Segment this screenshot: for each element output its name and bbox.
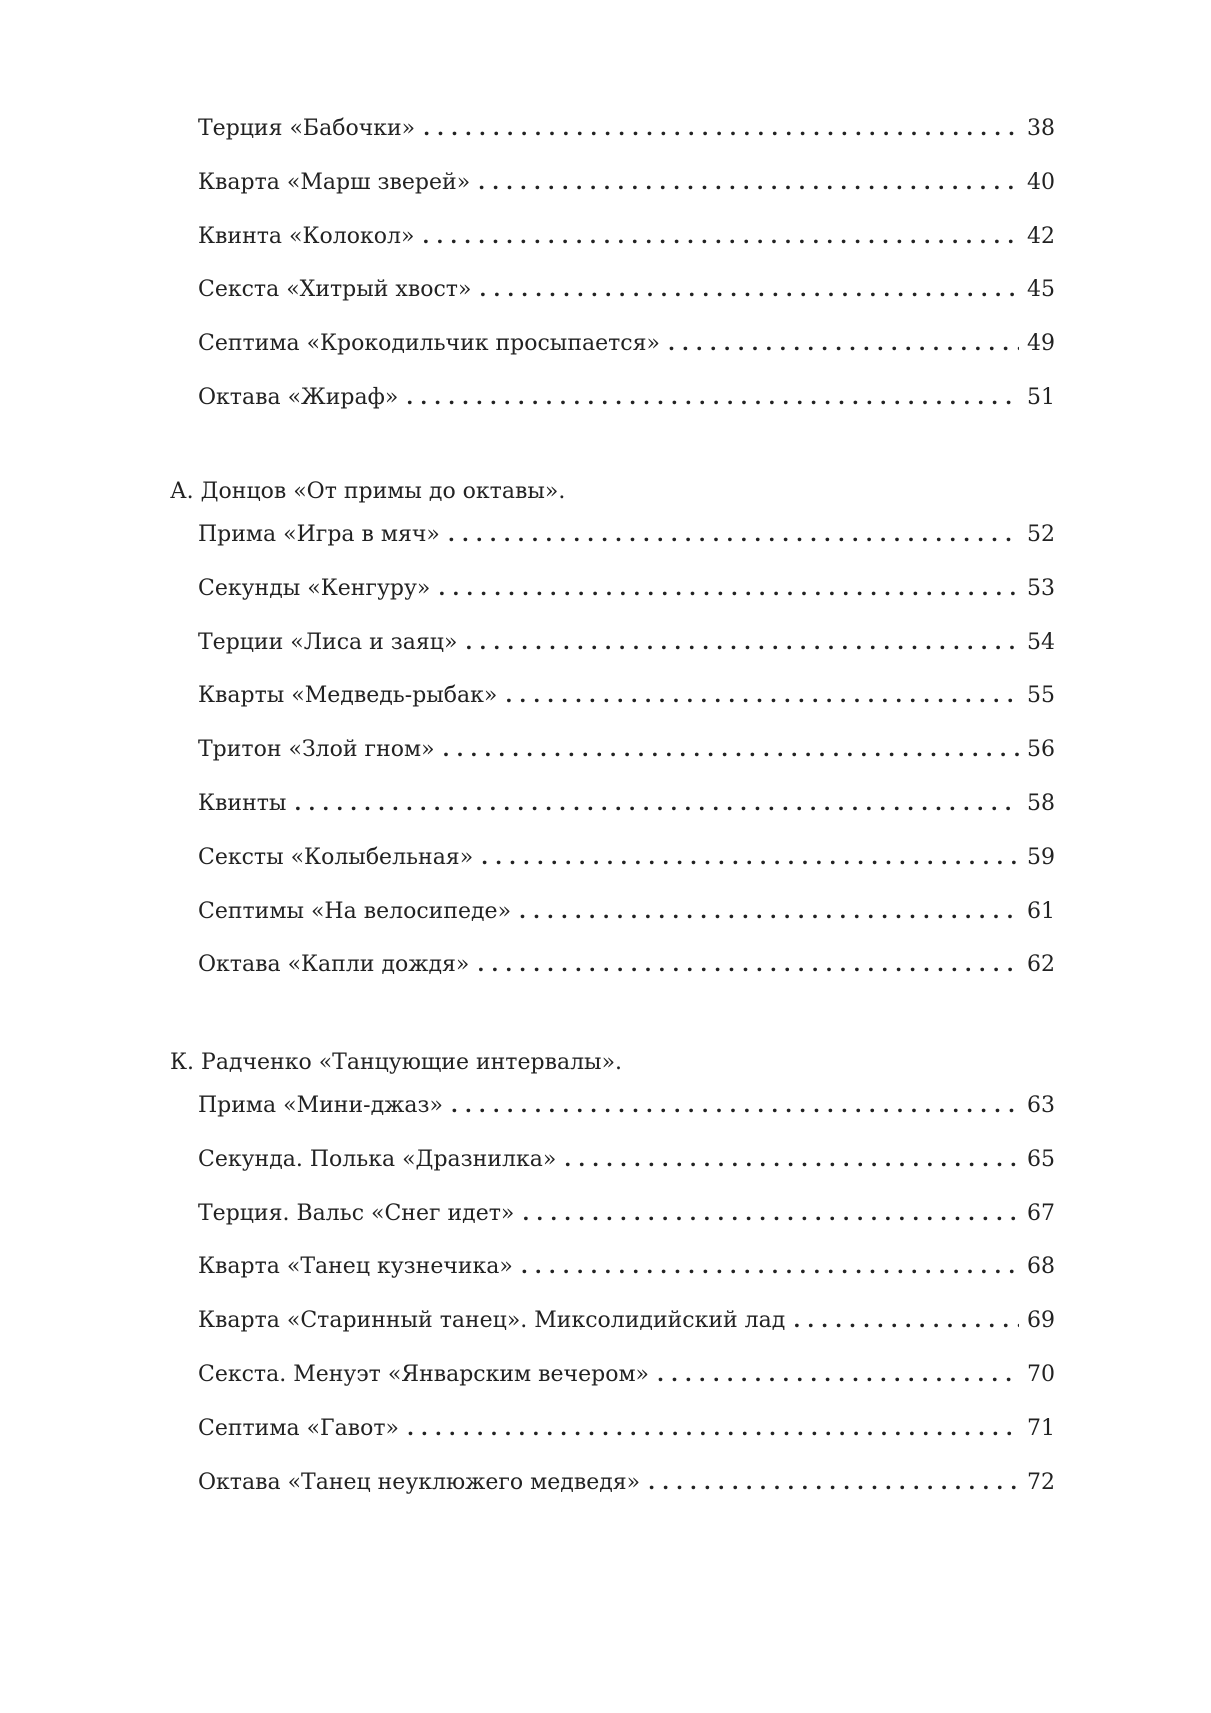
toc-entry [198,573,1055,627]
dot-leader [648,1467,1019,1497]
toc-entry-title: Кварты «Медведь-рыбак» [198,683,498,709]
dot-leader [564,1144,1019,1174]
toc-entry-title: Прима «Игра в мяч» [198,522,440,547]
toc-entry [198,328,1055,382]
toc-entry-title: Септимы «На велосипеде» [198,898,512,924]
toc-entry-title: Септима «Гавот» [198,1415,399,1441]
toc-entry [198,113,1055,167]
toc-entry [198,274,1055,328]
dot-leader [465,627,1019,657]
toc-entry-page: 54 [1027,629,1055,655]
section-heading: К. Радченко «Танцующие интервалы». [170,1050,623,1075]
toc-entry [198,1467,1055,1521]
dot-leader [478,167,1019,197]
toc-entry [198,1198,1055,1252]
toc-entry [198,167,1055,221]
toc-entry-list [198,1090,1055,1520]
toc-entry-title: Септима «Крокодильчик просыпается» [198,331,660,357]
toc-entry-page: 58 [1027,790,1055,816]
toc-entry-title: Прима «Мини-джаз» [198,1093,443,1118]
toc-entry [198,842,1055,896]
dot-leader [406,382,1019,412]
toc-entry-title: Секста «Хитрый хвост» [198,277,472,303]
toc-entry [198,1305,1055,1359]
toc-entry [198,627,1055,681]
dot-leader [294,788,1019,818]
toc-entry-page: 45 [1027,277,1055,303]
dot-leader [521,1251,1019,1281]
toc-entry-page: 49 [1027,331,1055,357]
toc-entry-title: Квинты [198,790,287,816]
toc-entry-page: 68 [1027,1254,1055,1280]
toc-entry-title: Терция. Вальс «Снег идет» [198,1200,515,1226]
dot-leader [407,1413,1019,1443]
toc-entry-page: 42 [1027,223,1055,249]
toc-entry-page: 70 [1027,1361,1055,1387]
dot-leader [422,221,1019,251]
toc-entry-title: Секста. Менуэт «Январским вечером» [198,1361,650,1387]
toc-entry [198,519,1055,573]
toc-entry-title: Тритон «Злой гном» [198,737,435,763]
toc-entry-title: Секунда. Полька «Дразнилка» [198,1146,557,1172]
toc-entry-page: 38 [1027,116,1055,141]
dot-leader [519,896,1019,926]
toc-entry [198,1359,1055,1413]
toc-entry-page: 61 [1027,898,1055,924]
toc-entry [198,1251,1055,1305]
toc-entry-page: 67 [1027,1200,1055,1226]
toc-entry-page: 72 [1027,1469,1055,1495]
toc-entry [198,680,1055,734]
toc-entry-title: Октава «Танец неуклюжего медведя» [198,1469,641,1495]
toc-entry-title: Кварта «Старинный танец». Миксолидийский лад [198,1308,786,1334]
toc-entry [198,221,1055,275]
toc-entry-title: Секунды «Кенгуру» [198,575,431,601]
toc-entry-page: 51 [1027,384,1055,410]
toc-entry-page: 56 [1027,737,1055,763]
toc-entry [198,382,1055,436]
toc-entry [198,949,1055,1003]
section-heading: А. Донцов «От примы до октавы». [170,479,566,504]
dot-leader [793,1305,1019,1335]
toc-entry-page: 71 [1027,1415,1055,1441]
toc-entry-page: 59 [1027,844,1055,870]
dot-leader [451,1090,1019,1120]
toc-entry-page: 53 [1027,575,1055,601]
toc-entry-title: Кварта «Танец кузнечика» [198,1254,513,1280]
toc-entry-page: 52 [1027,522,1055,547]
toc-entry-page: 55 [1027,683,1055,709]
dot-leader [477,949,1019,979]
toc-entry-page: 65 [1027,1146,1055,1172]
toc-entry [198,1090,1055,1144]
dot-leader [443,734,1019,764]
dot-leader [479,274,1019,304]
dot-leader [423,113,1019,143]
dot-leader [668,328,1019,358]
toc-entry-title: Терция «Бабочки» [198,116,416,141]
toc-entry-page: 40 [1027,169,1055,195]
toc-entry [198,1413,1055,1467]
toc-entry [198,734,1055,788]
dot-leader [657,1359,1019,1389]
toc-entry [198,788,1055,842]
toc-entry [198,896,1055,950]
toc-entry-title: Сексты «Колыбельная» [198,844,474,870]
dot-leader [505,680,1019,710]
toc-entry-list [198,519,1055,1003]
toc-entry-title: Терции «Лиса и заяц» [198,629,458,655]
dot-leader [522,1198,1019,1228]
toc-section-dontsov [170,465,1055,1003]
toc-entry-page: 62 [1027,952,1055,978]
toc-entry-page: 69 [1027,1308,1055,1334]
toc-section-radchenko [170,1036,1055,1520]
toc-entry-list [198,113,1055,436]
toc-entry-title: Октава «Капли дождя» [198,952,470,978]
toc-entry-title: Кварта «Марш зверей» [198,169,471,195]
toc-entry [198,1144,1055,1198]
dot-leader [481,842,1019,872]
toc-entry-title: Квинта «Колокол» [198,223,415,249]
toc-entry-title: Октава «Жираф» [198,384,399,410]
dot-leader [448,519,1019,549]
toc-entry-page: 63 [1027,1093,1055,1118]
dot-leader [438,573,1019,603]
